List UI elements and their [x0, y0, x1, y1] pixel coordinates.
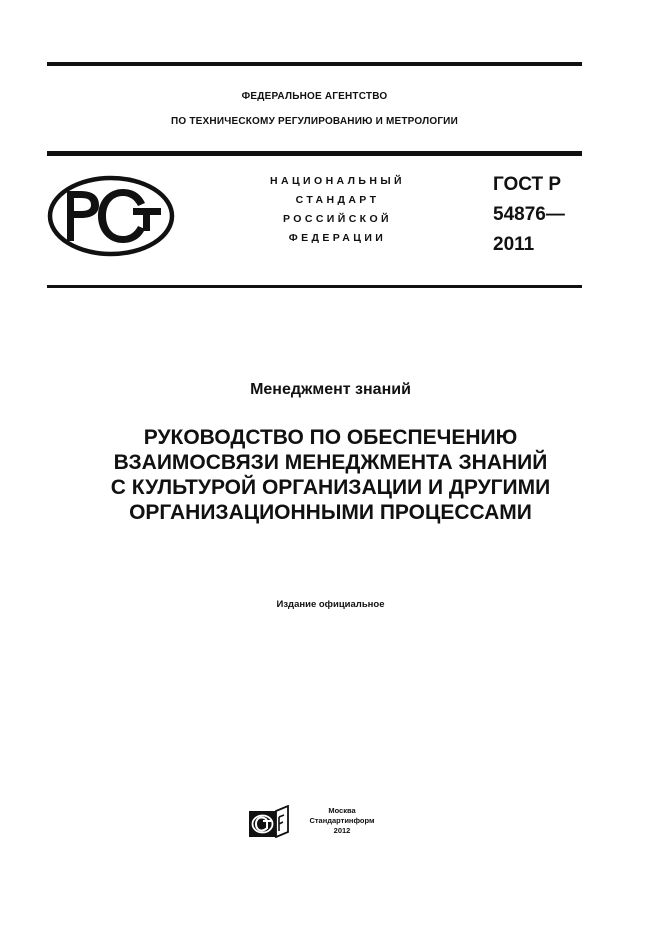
document-title [40, 425, 621, 525]
national-line1: НАЦИОНАЛЬНЫЙ [270, 175, 405, 187]
document-title-line4: ОРГАНИЗАЦИОННЫМИ ПРОЦЕССАМИ [129, 501, 532, 524]
national-line2: СТАНДАРТ [295, 194, 380, 206]
gost-code-line3: 2011 [493, 234, 535, 255]
header-bottom-rule [47, 285, 582, 288]
publisher-city: Москва [328, 806, 356, 815]
rst-gost-logo-icon [47, 175, 175, 257]
agency-name-line1: ФЕДЕРАЛЬНОЕ АГЕНТСТВО [241, 91, 388, 102]
publisher-name: Стандартинформ [309, 816, 375, 825]
top-rule [47, 62, 582, 66]
standartinform-logo-icon [248, 805, 290, 838]
document-title-line3: С КУЛЬТУРОЙ ОРГАНИЗАЦИИ И ДРУГИМИ [110, 476, 551, 499]
national-line4: ФЕДЕРАЦИИ [288, 232, 387, 244]
national-line3: РОССИЙСКОЙ [283, 213, 392, 225]
gost-code [493, 170, 565, 260]
national-standard-label [240, 172, 435, 248]
document-subject: Менеджмент знаний [250, 381, 411, 398]
publisher-year: 2012 [333, 826, 351, 835]
gost-code-line2: 54876— [493, 204, 565, 225]
document-title-line1: РУКОВОДСТВО ПО ОБЕСПЕЧЕНИЮ [143, 426, 518, 449]
publisher-imprint [307, 806, 377, 836]
header-divider [47, 151, 582, 156]
gost-code-line1: ГОСТ Р [493, 174, 562, 195]
document-title-line2: ВЗАИМОСВЯЗИ МЕНЕДЖМЕНТА ЗНАНИЙ [113, 451, 548, 474]
edition-label: Издание официальное [276, 599, 385, 610]
agency-name-line2: ПО ТЕХНИЧЕСКОМУ РЕГУЛИРОВАНИЮ И МЕТРОЛОГИИ [171, 116, 458, 127]
